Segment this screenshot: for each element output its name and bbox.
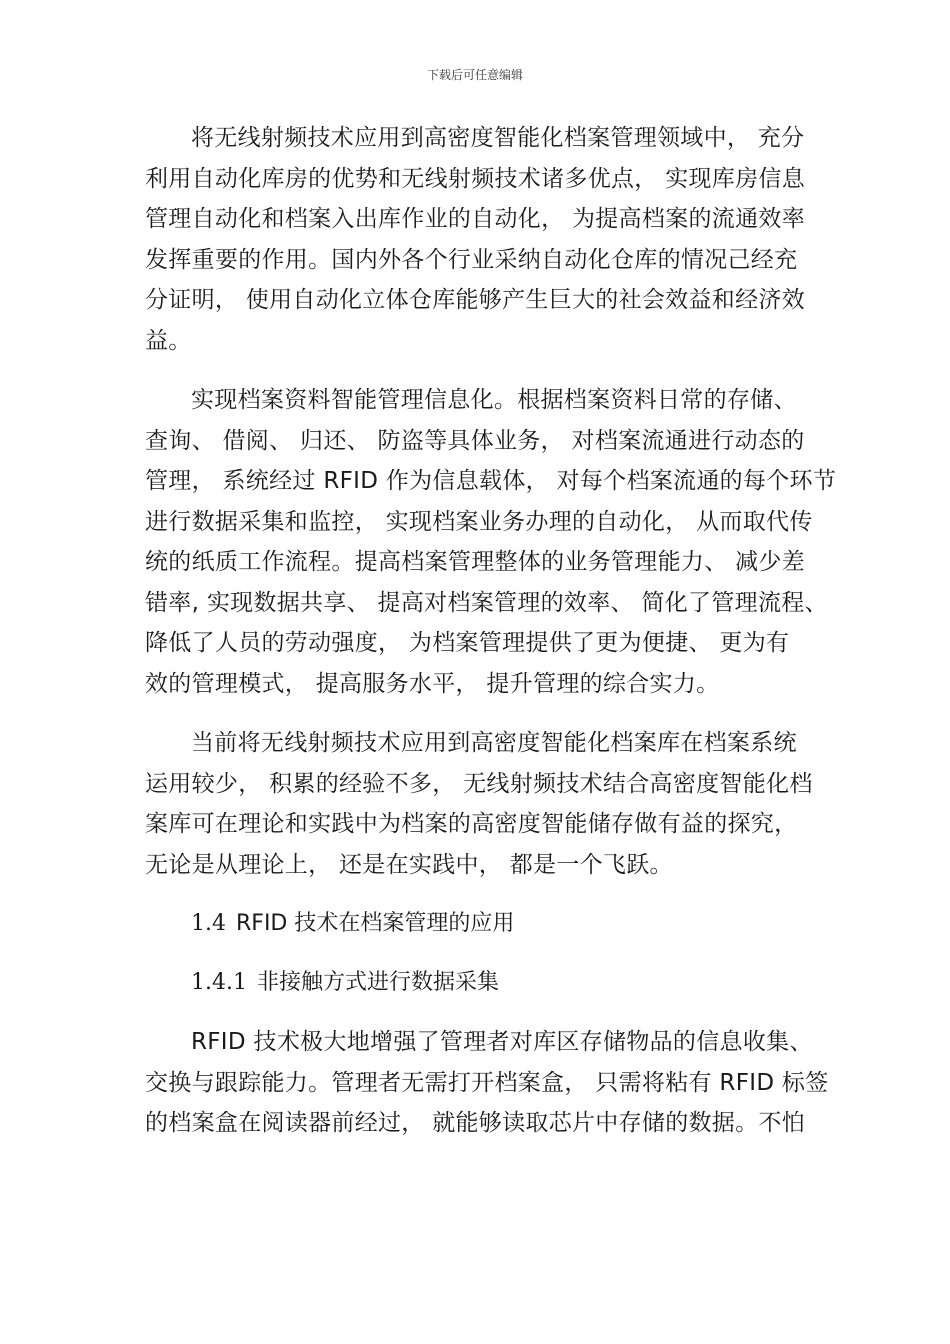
- section-heading-1-4-1: [145, 963, 805, 1003]
- paragraph-line: 分证明， 使用自动化立体仓库能够产生巨大的社会效益和经济效: [145, 287, 806, 313]
- document-body: [145, 118, 837, 1163]
- paragraph-intelligent-management: [145, 380, 837, 704]
- paragraph-line: 发挥重要的作用。国内外各个行业采纳自动化仓库的情况己经充: [145, 246, 798, 273]
- paragraph-line: 的档案盒在阅读器前经过， 就能够读取芯片中存储的数据。不怕: [145, 1110, 806, 1136]
- paragraph-line: 交换与跟踪能力。管理者无需打开档案盒， 只需将粘有 RFID 标签: [145, 1069, 829, 1096]
- paragraph-rfid-archive-intro: [145, 118, 805, 361]
- paragraph-line: 查询、 借阅、 归还、 防盗等具体业务， 对档案流通进行动态的: [145, 427, 805, 454]
- paragraph-line: 益。: [145, 327, 192, 354]
- paragraph-line: 管理， 系统经过 RFID 作为信息载体， 对每个档案流通的每个环节: [145, 468, 837, 494]
- paragraph-line: 管理自动化和档案入出库作业的自动化， 为提高档案的流通效率: [145, 206, 806, 232]
- paragraph-current-status: [145, 723, 813, 885]
- page-header-note: 下载后可任意编辑: [426, 68, 523, 82]
- paragraph-line: 降低了人员的劳动强度， 为档案管理提供了更为便捷、 更为有: [145, 630, 790, 656]
- paragraph-line: 无论是从理论上， 还是在实践中， 都是一个飞跃。: [145, 851, 673, 878]
- paragraph-line: 统的纸质工作流程。提高档案管理整体的业务管理能力、 减少差: [145, 549, 806, 575]
- paragraph-line: 将无线射频技术应用到高密度智能化档案管理领域中， 充分: [191, 125, 805, 151]
- section-title: 非接触方式进行数据采集: [256, 970, 499, 995]
- paragraph-line: 当前将无线射频技术应用到高密度智能化档案库在档案系统: [191, 730, 797, 756]
- paragraph-line: 实现档案资料智能管理信息化。根据档案资料日常的存储、: [191, 387, 797, 413]
- section-title: RFID 技术在档案管理的应用: [236, 911, 515, 936]
- section-heading-1-4: [145, 904, 805, 944]
- section-number: 1.4.1: [191, 970, 247, 995]
- paragraph-line: 进行数据采集和监控， 实现档案业务办理的自动化， 从而取代传: [145, 508, 813, 535]
- paragraph-line: RFID 技术极大地增强了管理者对库区存储物品的信息收集、: [191, 1029, 813, 1055]
- paragraph-line: 案库可在理论和实践中为档案的高密度智能储存做有益的探究，: [145, 811, 798, 837]
- section-number: 1.4: [191, 911, 226, 936]
- paragraph-line: 利用自动化库房的优势和无线射频技术诸多优点， 实现库房信息: [145, 165, 806, 192]
- paragraph-rfid-contactless: [145, 1022, 829, 1144]
- paragraph-line: 效的管理模式， 提高服务水平， 提升管理的综合实力。: [145, 670, 720, 697]
- paragraph-line: 错率, 实现数据共享、 提高对档案管理的效率、 简化了管理流程、: [145, 589, 828, 616]
- paragraph-line: 运用较少， 积累的经验不多， 无线射频技术结合高密度智能化档: [145, 770, 813, 797]
